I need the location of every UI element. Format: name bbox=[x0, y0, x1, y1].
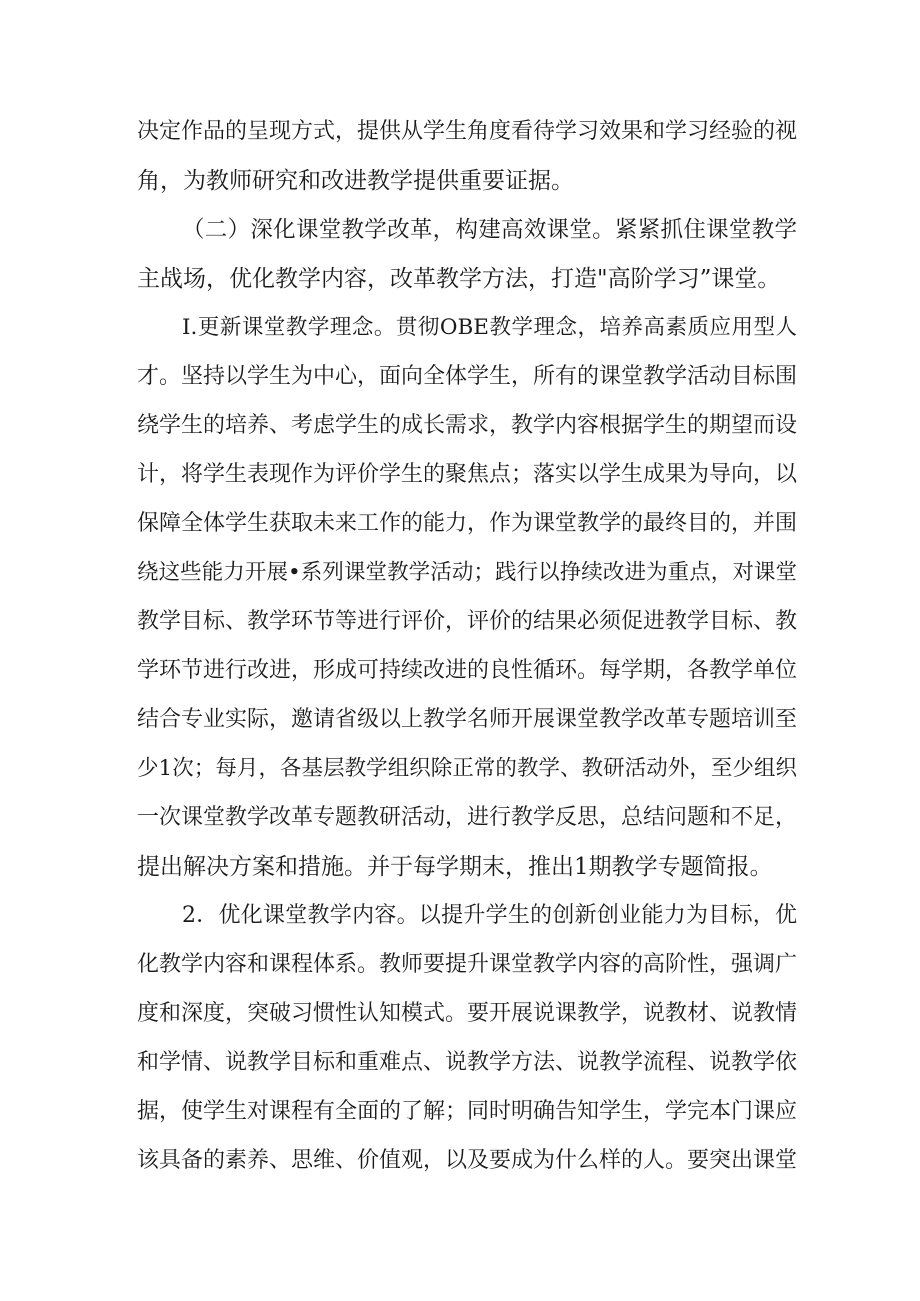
paragraph-line: 学环节进行改进，形成可持续改进的良性循环。每学期，各教学单位 bbox=[137, 658, 798, 683]
paragraph-line: 度和深度，突破习惯性认知模式。要开展说课教学，说教材、说教情 bbox=[137, 1001, 798, 1026]
paragraph-line: 和学情、说教学目标和重难点、说教学方法、说教学流程、说教学依 bbox=[137, 1050, 798, 1075]
paragraph-line: 计，将学生表现作为评价学生的聚焦点；落实以学生成果为导向，以 bbox=[137, 462, 798, 487]
item-heading-line: 2．优化课堂教学内容。以提升学生的创新创业能力为目标，优 bbox=[182, 903, 797, 928]
paragraph-line: 该具备的素养、思维、价值观，以及要成为什么样的人。要突出课堂 bbox=[137, 1148, 798, 1173]
paragraph-line: 化教学内容和课程体系。教师要提升课堂教学内容的高阶性，强调广 bbox=[137, 952, 798, 977]
paragraph-line: 据，使学生对课程有全面的了解；同时明确告知学生，学完本门课应 bbox=[137, 1099, 798, 1124]
paragraph-line: 角，为教师研究和改进教学提供重要证据。 bbox=[137, 168, 574, 194]
paragraph-line: 保障全体学生获取未来工作的能力，作为课堂教学的最终目的，并围 bbox=[137, 511, 798, 536]
paragraph-line: 一次课堂教学改革专题教研活动，进行教学反思，总结问题和不足， bbox=[137, 805, 798, 830]
paragraph-line: 少1次；每月，各基层教学组织除正常的教学、教研活动外，至少组织 bbox=[137, 756, 797, 781]
paragraph-line: 结合专业实际，邀请省级以上教学名师开展课堂教学改革专题培训至 bbox=[137, 707, 798, 732]
paragraph-line: 绕学生的培养、考虑学生的成长需求，教学内容根据学生的期望而设 bbox=[137, 413, 798, 438]
item-heading-line: I.更新课堂教学理念。贯彻OBE教学理念，培养高素质应用型人 bbox=[182, 315, 797, 340]
paragraph-line: 决定作品的呈现方式，提供从学生角度看待学习效果和学习经验的视 bbox=[137, 119, 798, 144]
paragraph-line: 提出解决方案和措施。并于每学期末，推出1期教学专题简报。 bbox=[137, 854, 773, 880]
paragraph-line: 教学目标、教学环节等进行评价，评价的结果必须促进教学目标、教 bbox=[137, 609, 798, 634]
paragraph-line: 绕这些能力开展•系列课堂教学活动；践行以挣续改进为重点，对课堂 bbox=[137, 560, 797, 585]
paragraph-line: 才。坚持以学生为中心，面向全体学生，所有的课堂教学活动目标围 bbox=[137, 364, 798, 389]
paragraph-line: 主战场，优化教学内容，改革教学方法，打造"高阶学习”课堂。 bbox=[137, 266, 781, 292]
section-heading-line: （二）深化课堂教学改革，构建高效课堂。紧紧抓住课堂教学 bbox=[182, 217, 797, 243]
